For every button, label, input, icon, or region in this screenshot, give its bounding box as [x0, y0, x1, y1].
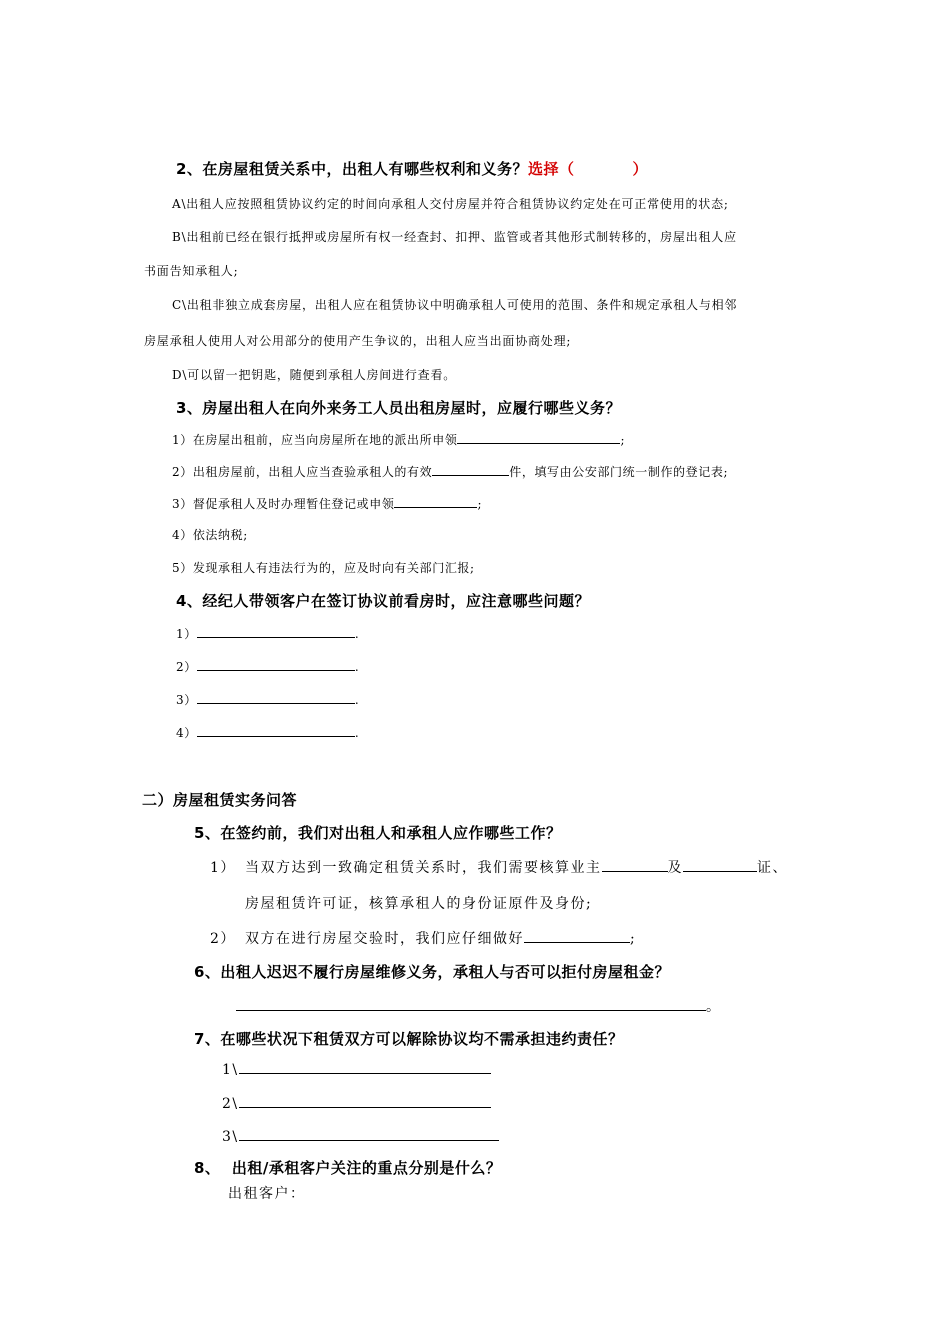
q4-item-2-blank[interactable]	[197, 658, 355, 671]
q7-item-1-num: 1\	[222, 1062, 239, 1078]
q4-item-3-blank[interactable]	[197, 691, 355, 704]
q7-item-1	[222, 1061, 491, 1078]
q5-item-1-num: 1）	[210, 860, 236, 876]
q5-item-1-blank-b[interactable]	[683, 859, 757, 872]
q3-item-2-text: 2）出租房屋前，出租人应当查验承租人的有效	[172, 465, 433, 479]
q3-item-3-text: 3）督促承租人及时办理暂住登记或申领	[172, 497, 395, 511]
q6-answer-blank[interactable]	[236, 998, 706, 1011]
q4-item-3-dot: .	[354, 693, 360, 707]
q4-item-1-dot: .	[354, 627, 360, 641]
q5-item-2	[210, 928, 636, 948]
q3-item-2-end: 件，填写由公安部门统一制作的登记表;	[509, 465, 729, 479]
section-2-title: 二）房屋租赁实务问答	[142, 791, 298, 809]
q3-item-1-blank[interactable]	[457, 431, 620, 444]
q4-item-1	[176, 625, 359, 642]
q2-title: 2、在房屋租赁关系中，出租人有哪些权利和义务？	[176, 160, 528, 178]
q2-title-line	[176, 158, 648, 179]
q4-item-3-num: 3）	[176, 693, 197, 707]
q4-item-4-num: 4）	[176, 726, 197, 740]
q4-title: 4、经纪人带领客户在签订协议前看房时，应注意哪些问题？	[176, 592, 590, 610]
q5-item-2-blank[interactable]	[524, 930, 630, 943]
q3-item-3-end: ;	[477, 497, 483, 511]
q4-item-1-num: 1）	[176, 627, 197, 641]
q4-item-2-dot: .	[354, 660, 360, 674]
q3-item-2	[172, 463, 728, 480]
q2-option-b-line1: B\出租前已经在银行抵押或房屋所有权一经查封、扣押、监管或者其他形式制转移的，房屋出租人应	[172, 230, 737, 244]
q4-item-3	[176, 691, 359, 708]
q7-item-3	[222, 1128, 499, 1145]
q5-item-1	[210, 857, 788, 877]
q2-option-c-line1: C\出租非独立成套房屋，出租人应在租赁协议中明确承租人可使用的范围、条件和规定承租人与相邻	[172, 298, 738, 312]
q8-sub-label: 出租客户：	[228, 1186, 306, 1202]
q4-item-4-dot: .	[354, 726, 360, 740]
q3-item-5: 5）发现承租人有违法行为的，应及时向有关部门汇报;	[172, 561, 475, 575]
q3-item-1-end: ;	[620, 433, 626, 447]
q4-item-1-blank[interactable]	[197, 625, 355, 638]
q7-item-2-blank[interactable]	[239, 1095, 491, 1108]
q5-item-1-cont: 房屋租赁许可证，核算承租人的身份证原件及身份;	[245, 896, 593, 912]
q6-answer-end: 。	[706, 999, 722, 1015]
q5-item-2-num: 2）	[210, 931, 236, 947]
q3-title: 3、房屋出租人在向外来务工人员出租房屋时，应履行哪些义务？	[176, 399, 621, 417]
q2-choose-label: 选择（	[527, 160, 575, 178]
q4-item-4	[176, 724, 359, 741]
q7-item-1-blank[interactable]	[239, 1061, 491, 1074]
q5-item-1-blank-a[interactable]	[602, 859, 668, 872]
q4-item-4-blank[interactable]	[197, 724, 355, 737]
q5-item-1-text: 当双方达到一致确定租赁关系时，我们需要核算业主	[245, 860, 602, 876]
q2-option-c-line2: 房屋承租人使用人对公用部分的使用产生争议的，出租人应当出面协商处理;	[144, 334, 572, 348]
q8-title: 8、 出租/承租客户关注的重点分别是什么？	[194, 1159, 502, 1177]
q5-item-2-end: ;	[630, 931, 637, 947]
q5-item-1-cert: 证、	[757, 860, 788, 876]
q5-item-1-and: 及	[667, 860, 683, 876]
q5-item-2-text: 双方在进行房屋交验时，我们应仔细做好	[245, 931, 524, 947]
q4-item-2	[176, 658, 359, 675]
q3-item-3	[172, 495, 482, 512]
q5-title: 5、在签约前，我们对出租人和承租人应作哪些工作？	[194, 824, 562, 842]
q2-option-b-line2: 书面告知承租人;	[144, 264, 239, 278]
q6-title: 6、出租人迟迟不履行房屋维修义务，承租人与否可以拒付房屋租金？	[194, 963, 670, 981]
q3-item-2-blank[interactable]	[432, 463, 509, 476]
q2-option-a: A\出租人应按照租赁协议约定的时间向承租人交付房屋并符合租赁协议约定处在可正常使用的状态;	[172, 197, 729, 211]
q7-item-2	[222, 1095, 491, 1112]
q2-choose-close: ）	[632, 160, 648, 178]
q3-item-3-blank[interactable]	[394, 495, 477, 508]
q7-item-3-num: 3\	[222, 1129, 239, 1145]
q7-item-2-num: 2\	[222, 1096, 239, 1112]
q6-answer-line	[236, 996, 722, 1016]
q2-answer-space[interactable]	[574, 162, 632, 174]
q4-item-2-num: 2）	[176, 660, 197, 674]
q3-item-1	[172, 431, 625, 448]
q3-item-4: 4）依法纳税;	[172, 528, 248, 542]
q7-item-3-blank[interactable]	[239, 1128, 499, 1141]
q2-option-d: D\可以留一把钥匙，随便到承租人房间进行查看。	[172, 368, 457, 382]
q7-title: 7、在哪些状况下租赁双方可以解除协议均不需承担违约责任？	[194, 1030, 624, 1048]
q3-item-1-text: 1）在房屋出租前，应当向房屋所在地的派出所申领	[172, 433, 458, 447]
